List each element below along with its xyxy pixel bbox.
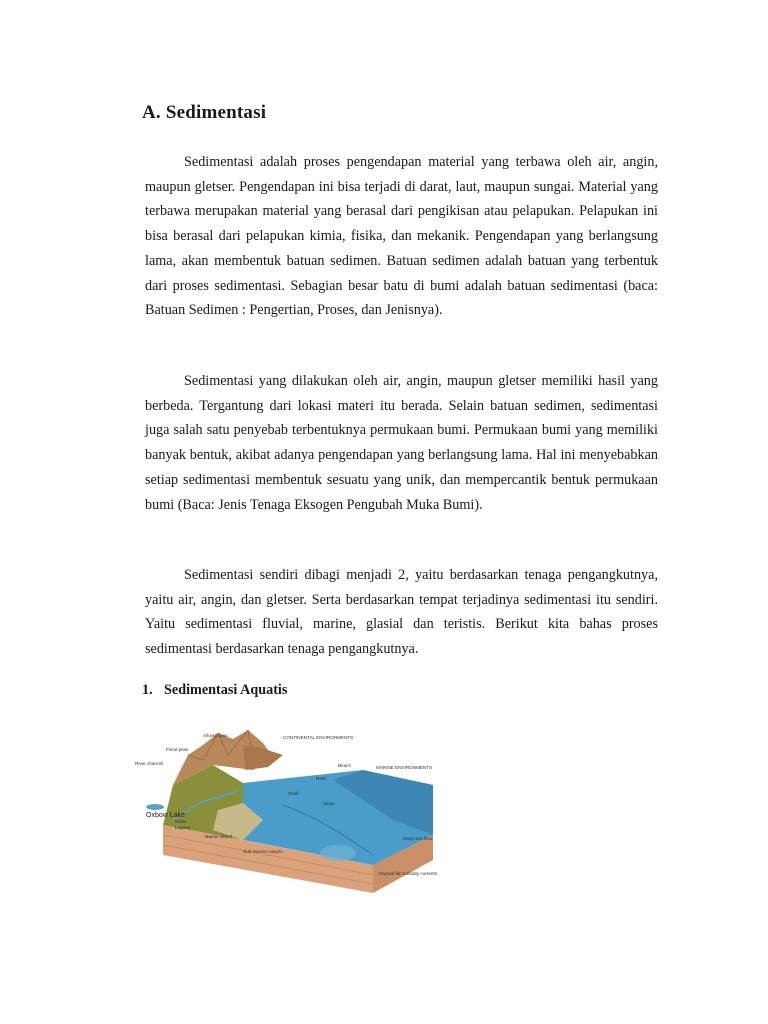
svg-text:Reef: Reef (316, 776, 326, 781)
svg-text:Slope: Slope (323, 801, 335, 806)
svg-text:River channel: River channel (135, 761, 164, 766)
subsection-number: 1. (142, 682, 153, 698)
svg-text:Sub-marine canyon: Sub-marine canyon (243, 849, 283, 854)
svg-text:Beach: Beach (338, 763, 352, 768)
svg-text:Abyssal fan turbidity currents: Abyssal fan turbidity currents (378, 871, 437, 876)
section-heading: A. Sedimentasi (142, 102, 267, 123)
svg-text:Deep sea floor: Deep sea floor (403, 836, 433, 841)
subsection-title: Sedimentasi Aquatis (164, 682, 288, 698)
svg-text:Flood plain: Flood plain (166, 747, 189, 752)
paragraph-1: Sedimentasi adalah proses pengendapan material yang terbawa oleh air, angin, maupun gletser. Pengendapan ini bisa terjadi di darat, laut, maupun sungai. Material yang terbawa merupakan material yang berasal dari pengikisan atau pelapukan. Pelapukan ini bisa berasal dari pelapukan kimia, fisika, dan mekanik. Pengendapan yang berlangsung lama, akan membentuk batuan sedimen. Batuan sedimen adalah batuan yang terbentuk dari proses sedimentasi. Sebagian besar batu di bumi adalah batuan sedimentasi (baca: Batuan Sedimen : Pengertian, Proses, dan Jenisnya). (145, 154, 658, 319)
sedimentation-environment-diagram (133, 725, 443, 895)
svg-text:Shelf: Shelf (288, 791, 299, 796)
paragraph-2: Sedimentasi yang dilakukan oleh air, angin, maupun gletser memiliki hasil yang berbeda. Tergantung dari lokasi materi itu berada. Selain batuan sedimen, sedimentasi juga salah satu penyebab terbentuknya permukaan bumi. Permukaan bumi yang memiliki banyak bentuk, akibat adanya pengendapan yang berlangsung lama. Hal ini menyebabkan setiap sedimentasi membentuk sesuatu yang unik, dan mempercantik bentuk permukaan bumi (Baca: Jenis Tenaga Eksogen Pengubah Muka Bumi). (145, 373, 658, 513)
svg-text:Alluvial fans: Alluvial fans (203, 733, 228, 738)
svg-text:CONTINENTAL ENVIRONMENTS: CONTINENTAL ENVIRONMENTS (283, 735, 354, 740)
subsection-heading (142, 682, 287, 699)
svg-text:MARINE ENVIRONMENTS: MARINE ENVIRONMENTS (376, 765, 433, 770)
oxbow-lake (146, 804, 164, 810)
abyssal-fan (320, 845, 356, 861)
svg-text:Delta: Delta (175, 819, 186, 824)
svg-text:Barrier island: Barrier island (205, 834, 233, 839)
paragraph-3: Sedimentasi sendiri dibagi menjadi 2, yaitu berdasarkan tenaga pengangkutnya, yaitu air, angin, dan gletser. Serta berdasarkan tempat terjadinya sedimentasi itu sendiri. Yaitu sedimentasi fluvial, marine, glasial dan teristis. Berikut kita bahas proses sedimentasi berdasarkan tenaga pengangkutnya. (145, 567, 658, 658)
svg-text:Oxbow Lake: Oxbow Lake (146, 812, 185, 819)
svg-text:Lagoon: Lagoon (175, 825, 191, 830)
